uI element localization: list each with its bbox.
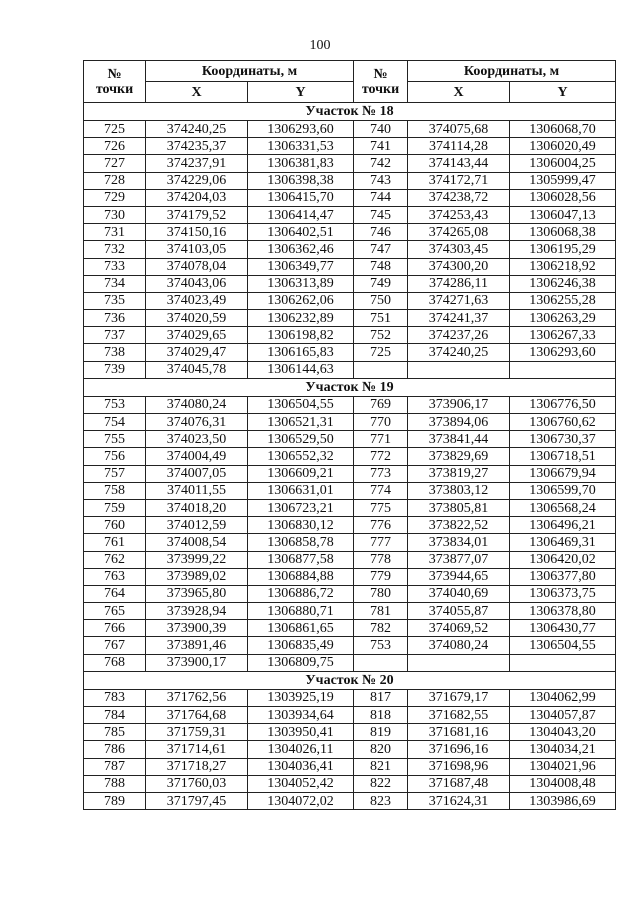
y-coordinate-cell: 1306246,38 bbox=[510, 275, 616, 292]
x-coordinate-cell: 371679,17 bbox=[408, 689, 510, 706]
x-coordinate-cell: 374229,06 bbox=[146, 172, 248, 189]
point-number-cell: 747 bbox=[354, 241, 408, 258]
y-coordinate-cell: 1306568,24 bbox=[510, 499, 616, 516]
x-coordinate-cell: 374069,52 bbox=[408, 620, 510, 637]
x-coordinate-cell: 374238,72 bbox=[408, 189, 510, 206]
table-row bbox=[84, 499, 616, 516]
table-row bbox=[84, 327, 616, 344]
y-coordinate-cell: 1304021,96 bbox=[510, 758, 616, 775]
section-header-row bbox=[84, 103, 616, 121]
x-coordinate-cell: 374080,24 bbox=[146, 396, 248, 413]
x-coordinate-cell: 374012,59 bbox=[146, 517, 248, 534]
table-row bbox=[84, 741, 616, 758]
table-row bbox=[84, 482, 616, 499]
y-coordinate-cell bbox=[510, 654, 616, 671]
y-coordinate-cell: 1306414,47 bbox=[248, 206, 354, 223]
x-coordinate-cell: 374237,26 bbox=[408, 327, 510, 344]
y-coordinate-cell: 1306760,62 bbox=[510, 414, 616, 431]
x-coordinate-cell: 374018,20 bbox=[146, 499, 248, 516]
x-coordinate-cell: 374303,45 bbox=[408, 241, 510, 258]
point-number-cell: 735 bbox=[84, 292, 146, 309]
x-coordinate-cell: 374179,52 bbox=[146, 206, 248, 223]
y-coordinate-cell: 1303925,19 bbox=[248, 689, 354, 706]
point-number-cell: 749 bbox=[354, 275, 408, 292]
table-row bbox=[84, 654, 616, 671]
y-coordinate-cell: 1306504,55 bbox=[510, 637, 616, 654]
point-number-cell: 725 bbox=[354, 344, 408, 361]
y-coordinate-cell: 1304008,48 bbox=[510, 775, 616, 792]
table-row bbox=[84, 155, 616, 172]
y-coordinate-cell: 1306420,02 bbox=[510, 551, 616, 568]
y-coordinate-cell: 1306068,70 bbox=[510, 121, 616, 138]
x-coordinate-cell: 371696,16 bbox=[408, 741, 510, 758]
x-coordinate-cell: 371681,16 bbox=[408, 724, 510, 741]
y-coordinate-cell: 1306631,01 bbox=[248, 482, 354, 499]
y-coordinate-cell: 1306402,51 bbox=[248, 224, 354, 241]
x-coordinate-cell: 374011,55 bbox=[146, 482, 248, 499]
table-row bbox=[84, 775, 616, 792]
point-number-cell: 788 bbox=[84, 775, 146, 792]
point-number-cell: 784 bbox=[84, 707, 146, 724]
y-coordinate-cell: 1306349,77 bbox=[248, 258, 354, 275]
table-row bbox=[84, 138, 616, 155]
point-number-cell: 732 bbox=[84, 241, 146, 258]
x-coordinate-cell: 373834,01 bbox=[408, 534, 510, 551]
point-number-cell: 777 bbox=[354, 534, 408, 551]
x-coordinate-cell: 374271,63 bbox=[408, 292, 510, 309]
point-number-cell: 778 bbox=[354, 551, 408, 568]
point-number-cell: 758 bbox=[84, 482, 146, 499]
table-row bbox=[84, 224, 616, 241]
table-row bbox=[84, 448, 616, 465]
y-coordinate-cell: 1306723,21 bbox=[248, 499, 354, 516]
point-number-header-left bbox=[84, 61, 146, 103]
x-coordinate-cell: 373999,22 bbox=[146, 551, 248, 568]
section-title: Участок № 18 bbox=[84, 103, 616, 121]
point-number-cell: 730 bbox=[84, 206, 146, 223]
point-number-cell: 756 bbox=[84, 448, 146, 465]
x-coordinate-cell: 374076,31 bbox=[146, 414, 248, 431]
point-number-cell: 786 bbox=[84, 741, 146, 758]
y-coordinate-cell: 1306886,72 bbox=[248, 585, 354, 602]
table-row bbox=[84, 568, 616, 585]
x-coordinate-cell: 371687,48 bbox=[408, 775, 510, 792]
x-coordinate-cell: 374004,49 bbox=[146, 448, 248, 465]
point-number-cell: 725 bbox=[84, 121, 146, 138]
y-coordinate-cell: 1306262,06 bbox=[248, 292, 354, 309]
point-number-cell: 733 bbox=[84, 258, 146, 275]
y-coordinate-cell: 1306521,31 bbox=[248, 414, 354, 431]
point-number-cell: 768 bbox=[84, 654, 146, 671]
table-row bbox=[84, 361, 616, 378]
x-coordinate-cell: 374172,71 bbox=[408, 172, 510, 189]
point-number-cell: 764 bbox=[84, 585, 146, 602]
x-coordinate-cell: 371714,61 bbox=[146, 741, 248, 758]
x-coordinate-cell: 374020,59 bbox=[146, 310, 248, 327]
x-coordinate-cell: 374055,87 bbox=[408, 603, 510, 620]
x-coordinate-cell: 373891,46 bbox=[146, 637, 248, 654]
x-coordinate-cell: 374235,37 bbox=[146, 138, 248, 155]
point-number-cell: 737 bbox=[84, 327, 146, 344]
y-coordinate-cell: 1306144,63 bbox=[248, 361, 354, 378]
y-coordinate-cell: 1306809,75 bbox=[248, 654, 354, 671]
y-coordinate-cell: 1304062,99 bbox=[510, 689, 616, 706]
point-number-header-line1: № bbox=[107, 66, 122, 82]
point-number-cell: 751 bbox=[354, 310, 408, 327]
x-coordinate-cell: 374008,54 bbox=[146, 534, 248, 551]
table-row bbox=[84, 758, 616, 775]
x-coordinate-cell: 371698,96 bbox=[408, 758, 510, 775]
point-number-cell: 772 bbox=[354, 448, 408, 465]
x-coordinate-cell: 374204,03 bbox=[146, 189, 248, 206]
table-row bbox=[84, 241, 616, 258]
table-row bbox=[84, 585, 616, 602]
y-coordinate-cell: 1306293,60 bbox=[510, 344, 616, 361]
section-title: Участок № 20 bbox=[84, 671, 616, 689]
point-number-cell: 745 bbox=[354, 206, 408, 223]
point-number-cell: 775 bbox=[354, 499, 408, 516]
table-row bbox=[84, 637, 616, 654]
x-coordinate-cell: 374080,24 bbox=[408, 637, 510, 654]
y-coordinate-cell: 1306263,29 bbox=[510, 310, 616, 327]
x-coordinate-cell: 373989,02 bbox=[146, 568, 248, 585]
point-number-cell bbox=[354, 654, 408, 671]
table-row bbox=[84, 258, 616, 275]
y-header-right: Y bbox=[510, 82, 616, 103]
y-coordinate-cell: 1306830,12 bbox=[248, 517, 354, 534]
point-number-cell: 779 bbox=[354, 568, 408, 585]
x-coordinate-cell: 371718,27 bbox=[146, 758, 248, 775]
y-coordinate-cell: 1306609,21 bbox=[248, 465, 354, 482]
point-number-cell: 823 bbox=[354, 792, 408, 809]
point-number-cell: 770 bbox=[354, 414, 408, 431]
point-number-cell: 776 bbox=[354, 517, 408, 534]
y-coordinate-cell: 1304036,41 bbox=[248, 758, 354, 775]
y-coordinate-cell: 1306718,51 bbox=[510, 448, 616, 465]
point-number-cell: 763 bbox=[84, 568, 146, 585]
table-row bbox=[84, 620, 616, 637]
y-coordinate-cell: 1303986,69 bbox=[510, 792, 616, 809]
y-coordinate-cell: 1306047,13 bbox=[510, 206, 616, 223]
point-number-cell: 741 bbox=[354, 138, 408, 155]
y-coordinate-cell: 1306362,46 bbox=[248, 241, 354, 258]
x-coordinate-cell: 371624,31 bbox=[408, 792, 510, 809]
x-coordinate-cell: 373841,44 bbox=[408, 431, 510, 448]
y-coordinate-cell: 1306331,53 bbox=[248, 138, 354, 155]
y-coordinate-cell: 1306776,50 bbox=[510, 396, 616, 413]
x-coordinate-cell: 374114,28 bbox=[408, 138, 510, 155]
table-row bbox=[84, 344, 616, 361]
table-row bbox=[84, 689, 616, 706]
y-coordinate-cell: 1306381,83 bbox=[248, 155, 354, 172]
point-number-header-right bbox=[354, 61, 408, 103]
x-coordinate-cell: 373900,39 bbox=[146, 620, 248, 637]
y-coordinate-cell: 1306504,55 bbox=[248, 396, 354, 413]
point-number-cell: 780 bbox=[354, 585, 408, 602]
coordinates-header-right: Координаты, м bbox=[408, 61, 616, 82]
table-row bbox=[84, 206, 616, 223]
y-coordinate-cell: 1304043,20 bbox=[510, 724, 616, 741]
x-coordinate-cell: 374023,50 bbox=[146, 431, 248, 448]
x-coordinate-cell: 374237,91 bbox=[146, 155, 248, 172]
point-number-cell: 766 bbox=[84, 620, 146, 637]
x-coordinate-cell: 374029,47 bbox=[146, 344, 248, 361]
y-coordinate-cell bbox=[510, 361, 616, 378]
x-coordinate-cell: 373822,52 bbox=[408, 517, 510, 534]
point-number-cell: 789 bbox=[84, 792, 146, 809]
x-coordinate-cell bbox=[408, 654, 510, 671]
table-row bbox=[84, 517, 616, 534]
x-coordinate-cell: 373944,65 bbox=[408, 568, 510, 585]
x-coordinate-cell: 374150,16 bbox=[146, 224, 248, 241]
y-coordinate-cell: 1306267,33 bbox=[510, 327, 616, 344]
y-coordinate-cell: 1306415,70 bbox=[248, 189, 354, 206]
table-row bbox=[84, 534, 616, 551]
point-number-cell: 738 bbox=[84, 344, 146, 361]
point-number-cell: 734 bbox=[84, 275, 146, 292]
x-coordinate-cell: 374240,25 bbox=[146, 121, 248, 138]
y-coordinate-cell: 1306858,78 bbox=[248, 534, 354, 551]
x-coordinate-cell: 374265,08 bbox=[408, 224, 510, 241]
table-row bbox=[84, 292, 616, 309]
x-coordinate-cell: 374029,65 bbox=[146, 327, 248, 344]
y-coordinate-cell: 1303950,41 bbox=[248, 724, 354, 741]
table-row bbox=[84, 172, 616, 189]
y-coordinate-cell: 1306529,50 bbox=[248, 431, 354, 448]
y-coordinate-cell: 1306028,56 bbox=[510, 189, 616, 206]
x-coordinate-cell: 374103,05 bbox=[146, 241, 248, 258]
point-number-cell: 820 bbox=[354, 741, 408, 758]
table-row bbox=[84, 396, 616, 413]
x-coordinate-cell: 374143,44 bbox=[408, 155, 510, 172]
section-title: Участок № 19 bbox=[84, 378, 616, 396]
x-coordinate-cell: 374075,68 bbox=[408, 121, 510, 138]
point-number-cell: 821 bbox=[354, 758, 408, 775]
y-coordinate-cell: 1306599,70 bbox=[510, 482, 616, 499]
x-coordinate-cell: 373877,07 bbox=[408, 551, 510, 568]
y-coordinate-cell: 1306469,31 bbox=[510, 534, 616, 551]
x-coordinate-cell: 371759,31 bbox=[146, 724, 248, 741]
table-row bbox=[84, 551, 616, 568]
coordinates-header-left: Координаты, м bbox=[146, 61, 354, 82]
y-coordinate-cell: 1304034,21 bbox=[510, 741, 616, 758]
point-number-cell: 753 bbox=[354, 637, 408, 654]
y-coordinate-cell: 1306004,25 bbox=[510, 155, 616, 172]
point-number-header-line2: точки bbox=[361, 81, 400, 97]
point-number-cell: 727 bbox=[84, 155, 146, 172]
point-number-cell: 781 bbox=[354, 603, 408, 620]
x-coordinate-cell: 374253,43 bbox=[408, 206, 510, 223]
point-number-cell: 767 bbox=[84, 637, 146, 654]
point-number-cell: 774 bbox=[354, 482, 408, 499]
x-coordinate-cell: 374240,25 bbox=[408, 344, 510, 361]
point-number-cell: 753 bbox=[84, 396, 146, 413]
point-number-cell: 760 bbox=[84, 517, 146, 534]
x-coordinate-cell: 374045,78 bbox=[146, 361, 248, 378]
point-number-cell: 819 bbox=[354, 724, 408, 741]
table-row bbox=[84, 431, 616, 448]
point-number-cell: 754 bbox=[84, 414, 146, 431]
x-coordinate-cell: 373819,27 bbox=[408, 465, 510, 482]
x-coordinate-cell: 374007,05 bbox=[146, 465, 248, 482]
y-coordinate-cell: 1306068,38 bbox=[510, 224, 616, 241]
point-number-cell: 750 bbox=[354, 292, 408, 309]
point-number-cell: 817 bbox=[354, 689, 408, 706]
table-row bbox=[84, 792, 616, 809]
x-coordinate-cell: 371762,56 bbox=[146, 689, 248, 706]
y-coordinate-cell: 1306430,77 bbox=[510, 620, 616, 637]
point-number-cell: 771 bbox=[354, 431, 408, 448]
x-coordinate-cell: 374043,06 bbox=[146, 275, 248, 292]
y-coordinate-cell: 1306861,65 bbox=[248, 620, 354, 637]
table-row bbox=[84, 724, 616, 741]
y-coordinate-cell: 1306880,71 bbox=[248, 603, 354, 620]
point-number-cell: 787 bbox=[84, 758, 146, 775]
point-number-cell: 759 bbox=[84, 499, 146, 516]
x-header-left: X bbox=[146, 82, 248, 103]
x-coordinate-cell: 373965,80 bbox=[146, 585, 248, 602]
y-coordinate-cell: 1306679,94 bbox=[510, 465, 616, 482]
x-coordinate-cell: 371760,03 bbox=[146, 775, 248, 792]
section-header-row bbox=[84, 378, 616, 396]
point-number-cell: 783 bbox=[84, 689, 146, 706]
y-coordinate-cell: 1306313,89 bbox=[248, 275, 354, 292]
point-number-header-line1: № bbox=[373, 66, 388, 82]
y-coordinate-cell: 1304052,42 bbox=[248, 775, 354, 792]
x-coordinate-cell: 374241,37 bbox=[408, 310, 510, 327]
table-row bbox=[84, 465, 616, 482]
coordinates-table bbox=[83, 60, 616, 810]
x-coordinate-cell: 373894,06 bbox=[408, 414, 510, 431]
table-row bbox=[84, 310, 616, 327]
point-number-cell: 742 bbox=[354, 155, 408, 172]
table-body bbox=[84, 103, 616, 810]
point-number-cell: 782 bbox=[354, 620, 408, 637]
x-coordinate-cell: 373829,69 bbox=[408, 448, 510, 465]
point-number-cell: 748 bbox=[354, 258, 408, 275]
y-coordinate-cell: 1303934,64 bbox=[248, 707, 354, 724]
table-row bbox=[84, 121, 616, 138]
y-coordinate-cell: 1304072,02 bbox=[248, 792, 354, 809]
point-number-cell bbox=[354, 361, 408, 378]
point-number-cell: 728 bbox=[84, 172, 146, 189]
y-coordinate-cell: 1306884,88 bbox=[248, 568, 354, 585]
point-number-cell: 822 bbox=[354, 775, 408, 792]
y-coordinate-cell: 1306552,32 bbox=[248, 448, 354, 465]
x-coordinate-cell: 374040,69 bbox=[408, 585, 510, 602]
point-number-cell: 726 bbox=[84, 138, 146, 155]
y-coordinate-cell: 1306373,75 bbox=[510, 585, 616, 602]
point-number-cell: 818 bbox=[354, 707, 408, 724]
point-number-cell: 769 bbox=[354, 396, 408, 413]
y-coordinate-cell: 1306195,29 bbox=[510, 241, 616, 258]
y-coordinate-cell: 1306218,92 bbox=[510, 258, 616, 275]
y-coordinate-cell: 1306730,37 bbox=[510, 431, 616, 448]
point-number-header-line2: точки bbox=[95, 81, 134, 97]
y-coordinate-cell: 1306377,80 bbox=[510, 568, 616, 585]
point-number-cell: 743 bbox=[354, 172, 408, 189]
table-row bbox=[84, 603, 616, 620]
page-number: 100 bbox=[309, 38, 331, 53]
y-coordinate-cell: 1306255,28 bbox=[510, 292, 616, 309]
point-number-cell: 762 bbox=[84, 551, 146, 568]
y-coordinate-cell: 1306232,89 bbox=[248, 310, 354, 327]
y-coordinate-cell: 1306378,80 bbox=[510, 603, 616, 620]
x-coordinate-cell: 374023,49 bbox=[146, 292, 248, 309]
y-coordinate-cell: 1306398,38 bbox=[248, 172, 354, 189]
x-coordinate-cell: 374078,04 bbox=[146, 258, 248, 275]
point-number-cell: 752 bbox=[354, 327, 408, 344]
point-number-cell: 729 bbox=[84, 189, 146, 206]
x-coordinate-cell: 373803,12 bbox=[408, 482, 510, 499]
x-coordinate-cell bbox=[408, 361, 510, 378]
point-number-cell: 773 bbox=[354, 465, 408, 482]
point-number-cell: 744 bbox=[354, 189, 408, 206]
x-coordinate-cell: 373906,17 bbox=[408, 396, 510, 413]
point-number-cell: 731 bbox=[84, 224, 146, 241]
x-coordinate-cell: 371797,45 bbox=[146, 792, 248, 809]
x-coordinate-cell: 374286,11 bbox=[408, 275, 510, 292]
x-coordinate-cell: 371682,55 bbox=[408, 707, 510, 724]
point-number-cell: 736 bbox=[84, 310, 146, 327]
table-header bbox=[84, 61, 616, 103]
point-number-cell: 739 bbox=[84, 361, 146, 378]
table-row bbox=[84, 707, 616, 724]
point-number-cell: 765 bbox=[84, 603, 146, 620]
y-coordinate-cell: 1306198,82 bbox=[248, 327, 354, 344]
y-coordinate-cell: 1306877,58 bbox=[248, 551, 354, 568]
point-number-cell: 757 bbox=[84, 465, 146, 482]
y-coordinate-cell: 1306293,60 bbox=[248, 121, 354, 138]
point-number-cell: 740 bbox=[354, 121, 408, 138]
point-number-cell: 785 bbox=[84, 724, 146, 741]
x-coordinate-cell: 374300,20 bbox=[408, 258, 510, 275]
table-row bbox=[84, 414, 616, 431]
section-header-row bbox=[84, 671, 616, 689]
y-coordinate-cell: 1306020,49 bbox=[510, 138, 616, 155]
y-coordinate-cell: 1304026,11 bbox=[248, 741, 354, 758]
x-coordinate-cell: 373900,17 bbox=[146, 654, 248, 671]
y-header-left: Y bbox=[248, 82, 354, 103]
point-number-cell: 755 bbox=[84, 431, 146, 448]
y-coordinate-cell: 1305999,47 bbox=[510, 172, 616, 189]
point-number-cell: 761 bbox=[84, 534, 146, 551]
y-coordinate-cell: 1306496,21 bbox=[510, 517, 616, 534]
x-coordinate-cell: 371764,68 bbox=[146, 707, 248, 724]
x-header-right: X bbox=[408, 82, 510, 103]
table-row bbox=[84, 189, 616, 206]
table-row bbox=[84, 275, 616, 292]
x-coordinate-cell: 373805,81 bbox=[408, 499, 510, 516]
y-coordinate-cell: 1306165,83 bbox=[248, 344, 354, 361]
y-coordinate-cell: 1306835,49 bbox=[248, 637, 354, 654]
x-coordinate-cell: 373928,94 bbox=[146, 603, 248, 620]
point-number-cell: 746 bbox=[354, 224, 408, 241]
y-coordinate-cell: 1304057,87 bbox=[510, 707, 616, 724]
